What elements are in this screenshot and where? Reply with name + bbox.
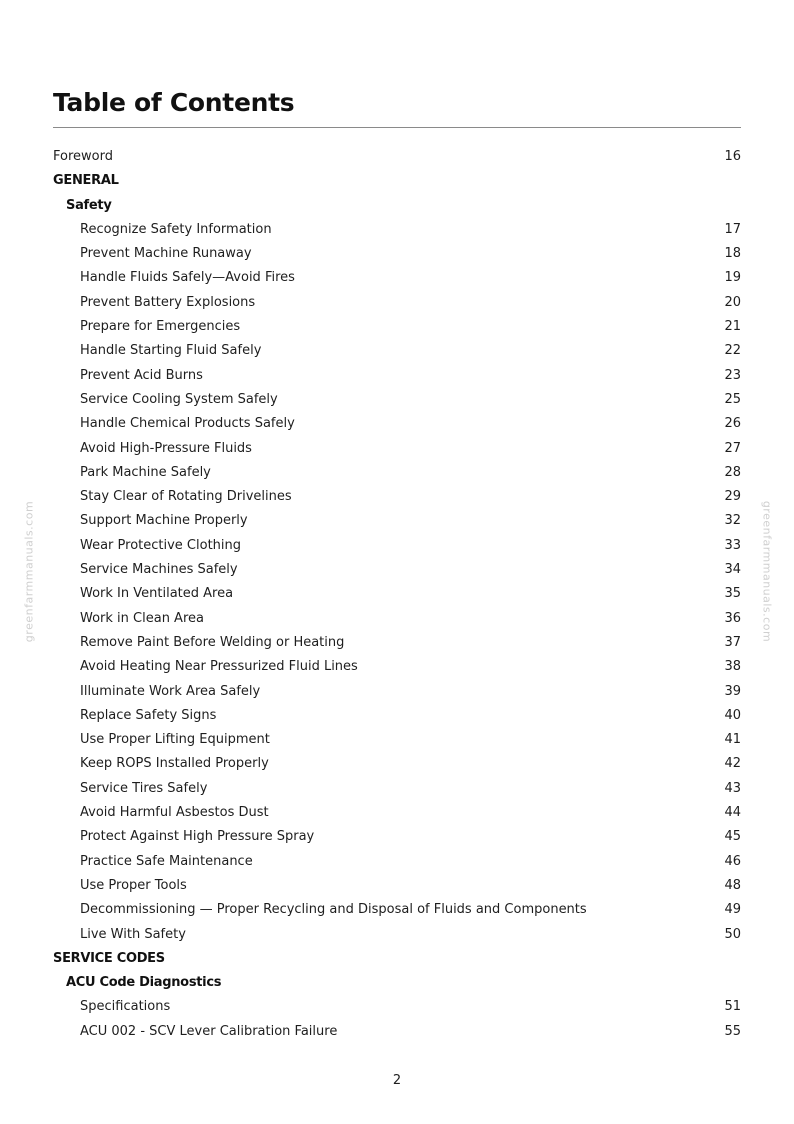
toc-entry-page: 38 <box>724 659 741 675</box>
table-of-contents <box>53 145 741 1044</box>
toc-entry-label: Replace Safety Signs <box>80 707 217 723</box>
toc-entry-label: Work In Ventilated Area <box>80 586 234 602</box>
toc-entry-label: Handle Fluids Safely—Avoid Fires <box>80 270 295 286</box>
toc-entry-page: 44 <box>724 805 741 821</box>
toc-entry-label: SERVICE CODES <box>53 950 165 966</box>
watermark-right: greenfarmmanuals.com <box>760 500 774 643</box>
toc-entry[interactable] <box>53 874 741 898</box>
toc-entry-page: 35 <box>724 586 741 602</box>
toc-entry-label: Practice Safe Maintenance <box>80 853 253 869</box>
toc-entry-label: Handle Starting Fluid Safely <box>80 343 262 359</box>
toc-entry-page: 26 <box>724 416 741 432</box>
toc-entry[interactable] <box>53 801 741 825</box>
toc-entry-page: 32 <box>724 513 741 529</box>
watermark-left: greenfarmmanuals.com <box>22 500 36 643</box>
toc-entry[interactable] <box>53 777 741 801</box>
toc-entry-label: ACU 002 - SCV Lever Calibration Failure <box>80 1023 338 1039</box>
toc-entry-label: Recognize Safety Information <box>80 221 272 237</box>
page-number: 2 <box>392 1073 402 1088</box>
toc-entry-page: 49 <box>724 902 741 918</box>
toc-entry-label: Use Proper Lifting Equipment <box>80 732 270 748</box>
toc-entry[interactable] <box>53 364 741 388</box>
toc-entry[interactable] <box>53 485 741 509</box>
toc-entry-label: Illuminate Work Area Safely <box>80 683 261 699</box>
toc-entry-page: 39 <box>724 683 741 699</box>
toc-entry[interactable] <box>53 218 741 242</box>
toc-entry-label: Live With Safety <box>80 926 186 942</box>
toc-entry-label: GENERAL <box>53 173 119 189</box>
toc-entry-label: Stay Clear of Rotating Drivelines <box>80 489 292 505</box>
toc-entry-page: 34 <box>724 562 741 578</box>
toc-entry[interactable] <box>53 242 741 266</box>
toc-entry-page: 46 <box>724 853 741 869</box>
toc-entry-label: Avoid Heating Near Pressurized Fluid Lines <box>80 659 358 675</box>
toc-entry-page: 45 <box>724 829 741 845</box>
toc-section-heading <box>53 169 741 193</box>
toc-entry[interactable] <box>53 315 741 339</box>
toc-section-heading <box>53 194 741 218</box>
toc-entry-page: 29 <box>724 489 741 505</box>
toc-entry-page: 27 <box>724 440 741 456</box>
toc-entry-page: 19 <box>724 270 741 286</box>
toc-entry[interactable] <box>53 752 741 776</box>
toc-entry-label: Service Machines Safely <box>80 562 238 578</box>
toc-entry-label: Support Machine Properly <box>80 513 248 529</box>
toc-entry-label: Safety <box>66 197 112 213</box>
toc-entry-page: 16 <box>724 149 741 164</box>
toc-entry[interactable] <box>53 680 741 704</box>
toc-entry[interactable] <box>53 825 741 849</box>
toc-entry-page: 22 <box>724 343 741 359</box>
toc-entry-label: Avoid Harmful Asbestos Dust <box>80 805 269 821</box>
toc-entry-page: 28 <box>724 464 741 480</box>
toc-entry-label: Wear Protective Clothing <box>80 537 242 553</box>
toc-entry[interactable] <box>53 582 741 606</box>
toc-entry-label: Protect Against High Pressure Spray <box>80 829 315 845</box>
toc-entry-label: Foreword <box>53 149 113 164</box>
page-title: Table of Contents <box>53 88 295 117</box>
toc-entry[interactable] <box>53 850 741 874</box>
toc-entry-page: 51 <box>724 999 741 1015</box>
toc-entry-label: Keep ROPS Installed Properly <box>80 756 269 772</box>
toc-entry[interactable] <box>53 388 741 412</box>
toc-entry-label: Specifications <box>80 999 171 1015</box>
toc-entry-label: ACU Code Diagnostics <box>66 975 222 991</box>
toc-entry-label: Remove Paint Before Welding or Heating <box>80 634 345 650</box>
toc-entry[interactable] <box>53 291 741 315</box>
toc-entry-page: 37 <box>724 634 741 650</box>
toc-entry-label: Service Tires Safely <box>80 780 208 796</box>
toc-entry-page: 40 <box>724 707 741 723</box>
toc-entry[interactable] <box>53 898 741 922</box>
toc-entry-page: 43 <box>724 780 741 796</box>
toc-entry-label: Use Proper Tools <box>80 877 187 893</box>
toc-entry[interactable] <box>53 145 741 169</box>
toc-entry-label: Avoid High-Pressure Fluids <box>80 440 252 456</box>
toc-entry-page: 33 <box>724 537 741 553</box>
toc-entry-label: Prevent Battery Explosions <box>80 294 256 310</box>
toc-entry-page: 25 <box>724 391 741 407</box>
toc-entry-label: Work in Clean Area <box>80 610 204 626</box>
toc-entry[interactable] <box>53 266 741 290</box>
toc-section-heading <box>53 947 741 971</box>
toc-entry-page: 41 <box>724 732 741 748</box>
toc-entry-label: Prevent Machine Runaway <box>80 246 252 262</box>
toc-entry-page: 17 <box>724 221 741 237</box>
toc-entry-label: Handle Chemical Products Safely <box>80 416 295 432</box>
toc-section-heading <box>53 971 741 995</box>
toc-entry-page: 23 <box>724 367 741 383</box>
title-divider <box>53 127 741 128</box>
toc-entry-page: 20 <box>724 294 741 310</box>
toc-entry-label: Prepare for Emergencies <box>80 319 241 335</box>
toc-entry-page: 55 <box>724 1023 741 1039</box>
toc-entry[interactable] <box>53 704 741 728</box>
toc-entry[interactable] <box>53 607 741 631</box>
toc-entry-label: Service Cooling System Safely <box>80 391 278 407</box>
toc-entry[interactable] <box>53 728 741 752</box>
toc-entry[interactable] <box>53 923 741 947</box>
toc-entry-page: 21 <box>724 319 741 335</box>
toc-entry[interactable] <box>53 412 741 436</box>
toc-entry[interactable] <box>53 995 741 1019</box>
toc-entry-page: 18 <box>724 246 741 262</box>
toc-entry[interactable] <box>53 655 741 679</box>
toc-entry-page: 48 <box>724 877 741 893</box>
toc-entry[interactable] <box>53 461 741 485</box>
toc-entry[interactable] <box>53 631 741 655</box>
toc-entry[interactable] <box>53 509 741 533</box>
toc-entry-page: 36 <box>724 610 741 626</box>
toc-entry[interactable] <box>53 534 741 558</box>
toc-entry-page: 50 <box>724 926 741 942</box>
toc-entry[interactable] <box>53 339 741 363</box>
toc-entry-page: 42 <box>724 756 741 772</box>
toc-entry[interactable] <box>53 558 741 582</box>
toc-entry-label: Decommissioning — Proper Recycling and Disposal of Fluids and Components <box>80 902 587 918</box>
toc-entry[interactable] <box>53 1020 741 1044</box>
toc-entry-label: Prevent Acid Burns <box>80 367 203 383</box>
toc-entry[interactable] <box>53 437 741 461</box>
toc-entry-label: Park Machine Safely <box>80 464 211 480</box>
